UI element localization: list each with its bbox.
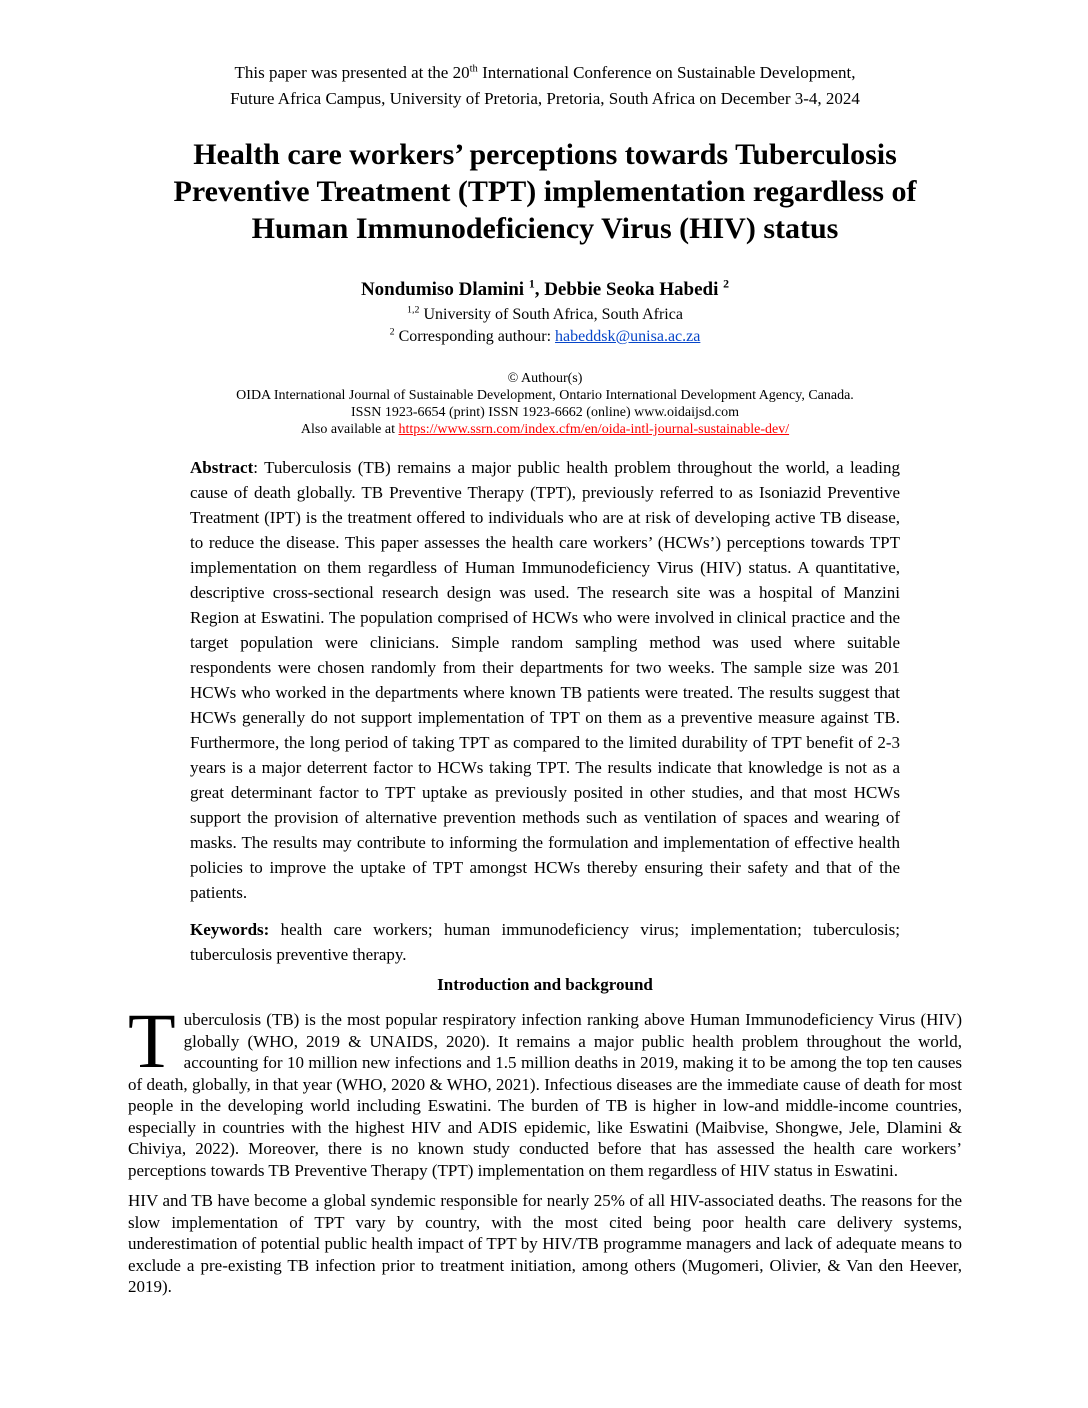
keywords-label: Keywords: bbox=[190, 920, 270, 939]
conference-note-text: International Conference on Sustainable Development, bbox=[477, 63, 856, 82]
author-name: Debbie Seoka Habedi bbox=[544, 279, 724, 300]
paper-title-line: Preventive Treatment (TPT) implementation regardless of bbox=[173, 175, 917, 208]
authors-line bbox=[128, 279, 962, 301]
issn-line: ISSN 1923-6654 (print) ISSN 1923-6662 (online) www.oidaijsd.com bbox=[351, 405, 739, 420]
affiliation-text: University of South Africa, South Africa bbox=[419, 306, 683, 323]
affiliation-marker: 1,2 bbox=[407, 304, 420, 316]
ordinal-superscript: th bbox=[469, 63, 478, 75]
journal-name: OIDA International Journal of Sustainable Development, Ontario International Development Agency, Canada. bbox=[236, 388, 854, 403]
availability-prefix: Also available at bbox=[300, 422, 399, 437]
section-heading-introduction: Introduction and background bbox=[437, 975, 653, 994]
introduction-paragraph-2: HIV and TB have become a global syndemic responsible for nearly 25% of all HIV-associated deaths. The reasons for the slow implementation of TPT vary by country, with the most cited being poor health care delivery systems, underestimation of potential public health impact of TPT by HIV/TB programme managers and lack of adequate means to exclude a pre-existing TB infection prior to treatment initiation, among others (Mugomeri, Olivier, & Van den Heever, 2019). bbox=[128, 1191, 962, 1297]
corresponding-label: Corresponding authour: bbox=[394, 328, 556, 345]
conference-note-line1 bbox=[128, 60, 962, 86]
conference-note-line2: Future Africa Campus, University of Pretoria, Pretoria, South Africa on December 3-4, 2024 bbox=[230, 89, 860, 108]
keywords-paragraph bbox=[190, 917, 900, 967]
author-affiliation-marker: 2 bbox=[723, 277, 730, 291]
corresponding-author-line bbox=[128, 326, 962, 348]
availability-line bbox=[128, 421, 962, 438]
introduction-paragraph-1-text: uberculosis (TB) is the most popular respiratory infection ranking above Human Immunodeficiency Virus (HIV) globally (WHO, 2019 & UNAIDS, 2020). It remains a major public health problem throughout the world, accounting for 10 million new infections and 1.5 million deaths in 2019, making it to be among the top ten causes of death, globally, in that year (WHO, 2020 & WHO, 2021). Infectious diseases are the immediate cause of death for most people in the developing world including Eswatini. The burden of TB is higher in low-and middle-income countries, especially in countries with the highest HIV and ADIS epidemic, like Eswatini (Maibvise, Shongwe, Jele, Dlamini & Chiviya, 2022). Moreover, there is no known study conducted before that has assessed the health care workers’ perceptions towards TB Preventive Therapy (TPT) implementation on them regardless of HIV status in Eswatini. bbox=[128, 1010, 962, 1180]
corresponding-marker: 2 bbox=[389, 326, 395, 338]
keywords-text: health care workers; human immunodeficiency virus; implementation; tuberculosis; tuberculosis preventive therapy. bbox=[190, 920, 900, 964]
author-name: Nondumiso Dlamini bbox=[360, 279, 529, 300]
paper-title bbox=[150, 136, 940, 247]
abstract-paragraph bbox=[190, 455, 900, 905]
paper-title-line: Human Immunodeficiency Virus (HIV) status bbox=[251, 212, 839, 245]
corresponding-email-link[interactable]: habeddsk@unisa.ac.za bbox=[555, 328, 701, 345]
copyright-authors: © Authour(s) bbox=[507, 371, 583, 386]
author-separator: , bbox=[534, 279, 545, 300]
journal-url-link[interactable]: https://www.ssrn.com/index.cfm/en/oida-intl-journal-sustainable-dev/ bbox=[398, 422, 790, 437]
introduction-paragraph-1 bbox=[128, 997, 962, 1181]
conference-note bbox=[128, 60, 962, 112]
affiliation-line bbox=[128, 304, 962, 326]
conference-note-text: This paper was presented at the 20 bbox=[234, 63, 470, 82]
abstract-text: : Tuberculosis (TB) remains a major public health problem throughout the world, a leading cause of death globally. TB Preventive Therapy (TPT), previously referred to as Isoniazid Preventive Treatment (IPT) is the treatment offered to individuals who are at risk of developing active TB disease, to reduce the disease. This paper assesses the health care workers’ (HCWs’) perceptions towards TPT implementation on them regardless of Human Immunodeficiency Virus (HIV) status. A quantitative, descriptive cross-sectional research design was used. The research site was a hospital of Manzini Region at Eswatini. The population comprised of HCWs who were involved in clinical practice and the target population were clinicians. Simple random sampling method was used where suitable respondents were chosen randomly from their departments for two weeks. The sample size was 201 HCWs who worked in the departments where known TB patients were treated. The results suggest that HCWs generally do not support implementation of TPT on them as a preventive measure against TB. Furthermore, the long period of taking TPT as compared to the limited durability of TPT benefit of 2-3 years is a major deterrent factor to HCWs taking TPT. The results indicate that knowledge is not as a great determinant factor to TPT uptake as previously posited in other studies, and that most HCWs support the provision of alternative prevention methods such as ventilation of spaces and wearing of masks. The results may contribute to informing the formulation and implementation of effective health policies to improve the uptake of TPT amongst HCWs thereby ensuring their safety and that of the patients. bbox=[190, 458, 900, 902]
author-affiliation-marker: 1 bbox=[528, 277, 535, 291]
dropcap-letter: T bbox=[128, 997, 176, 1085]
introduction-section bbox=[128, 997, 962, 1298]
copyright-block bbox=[128, 370, 962, 438]
paper-title-line: Health care workers’ perceptions towards Tuberculosis bbox=[193, 138, 897, 171]
abstract-label: Abstract bbox=[190, 458, 254, 477]
